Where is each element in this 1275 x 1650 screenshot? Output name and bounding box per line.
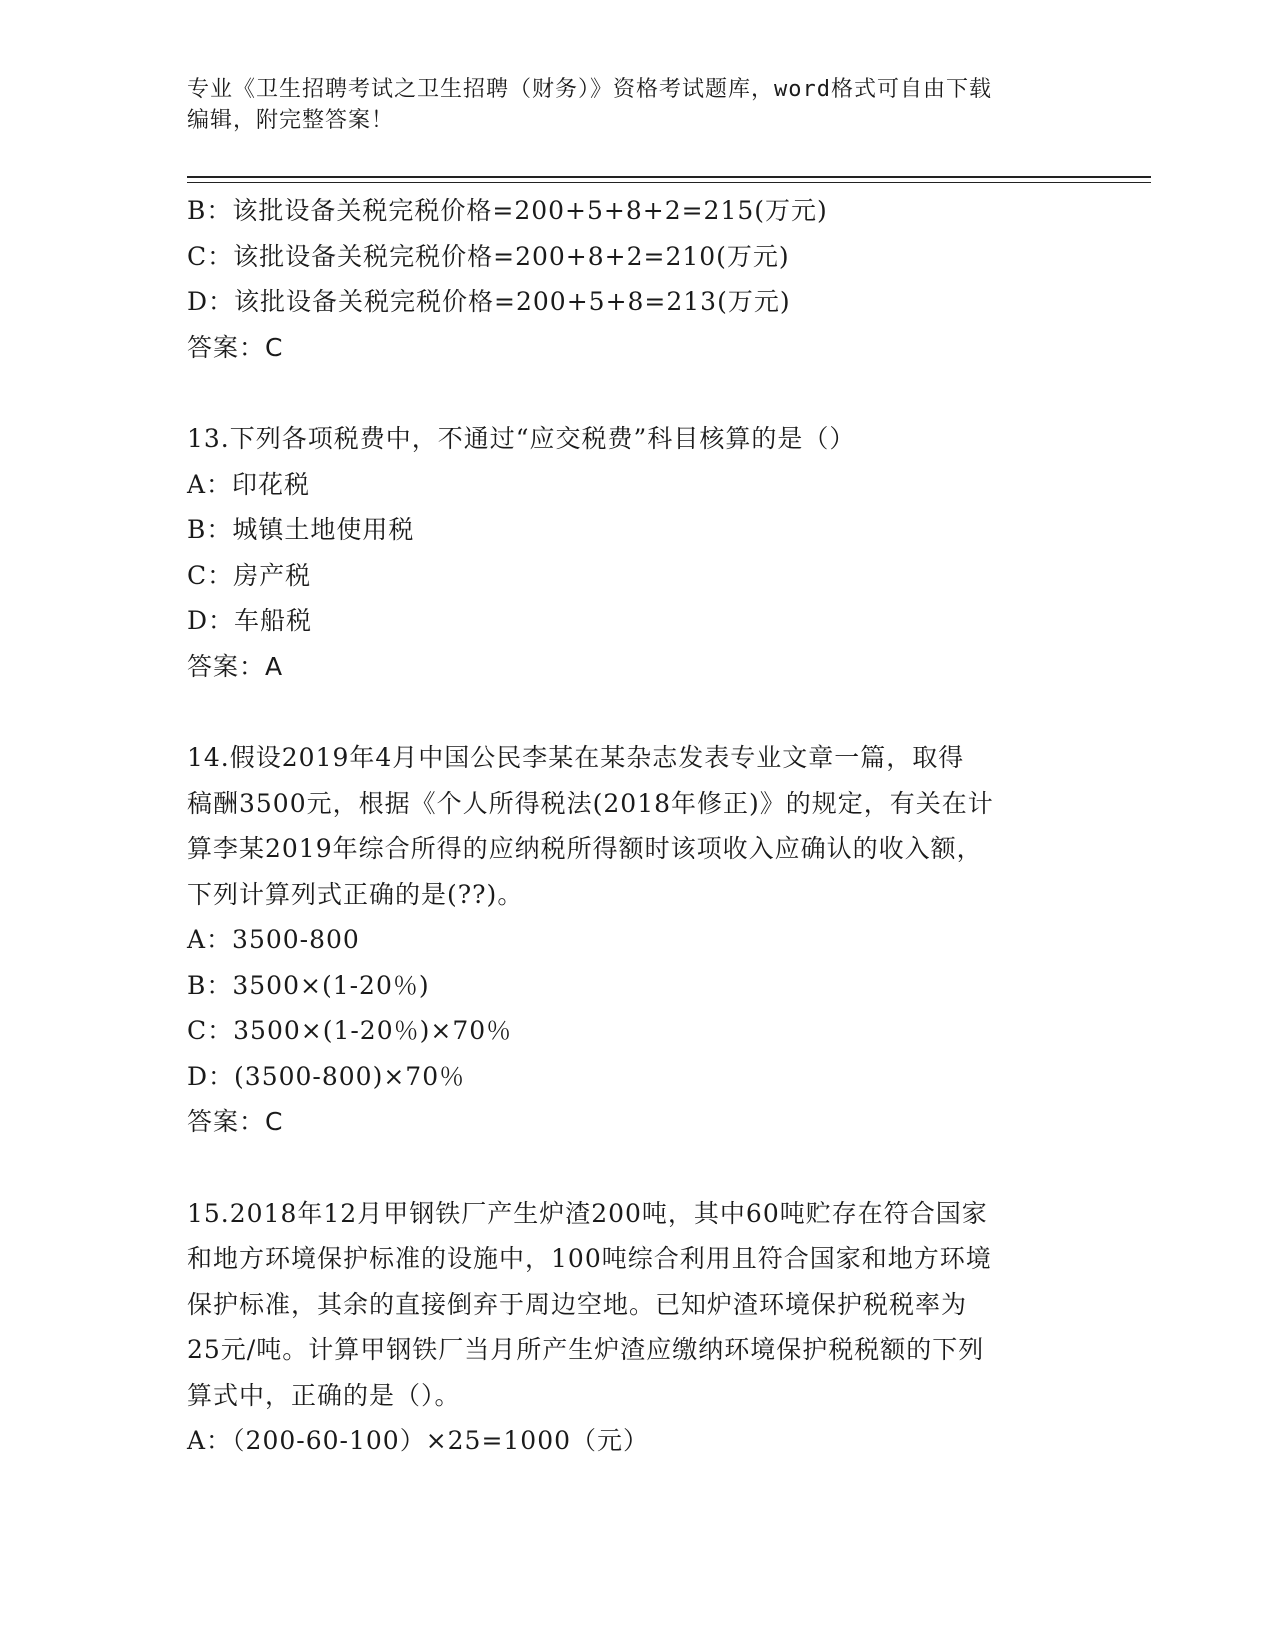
q15-question-line-3: 保护标准，其余的直接倒弃于周边空地。已知炉渣环境保护税税率为 xyxy=(187,1289,968,1319)
spacer xyxy=(187,689,1087,735)
q14-question-line-2: 稿酬3500元，根据《个人所得税法(2018年修正)》的规定，有关在计 xyxy=(187,788,994,818)
q14-option-a: A：3500-800 xyxy=(187,925,360,954)
q13-option-d: D：车船税 xyxy=(187,606,313,635)
question-13 xyxy=(187,416,1087,689)
q15-option-a: A：（200-60-100）×25=1000（元） xyxy=(187,1426,650,1455)
q12-answer: 答案：C xyxy=(187,332,284,362)
q15-question-line-2: 和地方环境保护标准的设施中，100吨综合利用且符合国家和地方环境 xyxy=(187,1244,992,1273)
question-12 xyxy=(187,188,1087,370)
question-14 xyxy=(187,735,1087,1145)
q14-option-b: B：3500×(1-20％) xyxy=(187,970,430,1000)
spacer xyxy=(187,1145,1087,1191)
q14-question-line-4: 下列计算列式正确的是(??)。 xyxy=(187,879,524,909)
question-content xyxy=(187,188,1087,1464)
q14-question-line-1: 14.假设2019年4月中国公民李某在某杂志发表专业文章一篇，取得 xyxy=(187,743,965,772)
header-divider-thin xyxy=(187,182,1151,183)
q14-question-line-3: 算李某2019年综合所得的应纳税所得额时该项收入应确认的收入额， xyxy=(187,834,983,863)
q14-option-c: C：3500×(1-20％)×70％ xyxy=(187,1016,513,1045)
q12-option-b: B：该批设备关税完税价格=200+5+8+2=215(万元) xyxy=(187,196,828,225)
q13-answer: 答案：A xyxy=(187,651,284,681)
q12-option-d: D：该批设备关税完税价格=200+5+8=213(万元) xyxy=(187,287,791,316)
header-line-1: 专业《卫生招聘考试之卫生招聘（财务）》资格考试题库，word格式可自由下载 xyxy=(187,77,992,102)
q15-question-line-4: 25元/吨。计算甲钢铁厂当月所产生炉渣应缴纳环境保护税税额的下列 xyxy=(187,1335,985,1364)
header-line-2: 编辑，附完整答案！ xyxy=(187,108,395,133)
q13-question: 13.下列各项税费中，不通过“应交税费”科目核算的是（） xyxy=(187,424,856,453)
document-header xyxy=(187,74,1087,136)
q15-question-line-5: 算式中，正确的是（）。 xyxy=(187,1380,461,1410)
q14-option-d: D：(3500-800)×70％ xyxy=(187,1061,466,1091)
q14-answer: 答案：C xyxy=(187,1107,284,1136)
q13-option-b: B：城镇土地使用税 xyxy=(187,515,415,544)
q13-option-a: A：印花税 xyxy=(187,469,311,499)
spacer xyxy=(187,370,1087,416)
q12-option-c: C：该批设备关税完税价格=200+8+2=210(万元) xyxy=(187,241,790,271)
q13-option-c: C：房产税 xyxy=(187,560,312,590)
header-divider-thick xyxy=(187,176,1151,178)
q15-question-line-1: 15.2018年12月甲钢铁厂产生炉渣200吨，其中60吨贮存在符合国家 xyxy=(187,1198,988,1228)
question-15 xyxy=(187,1191,1087,1464)
